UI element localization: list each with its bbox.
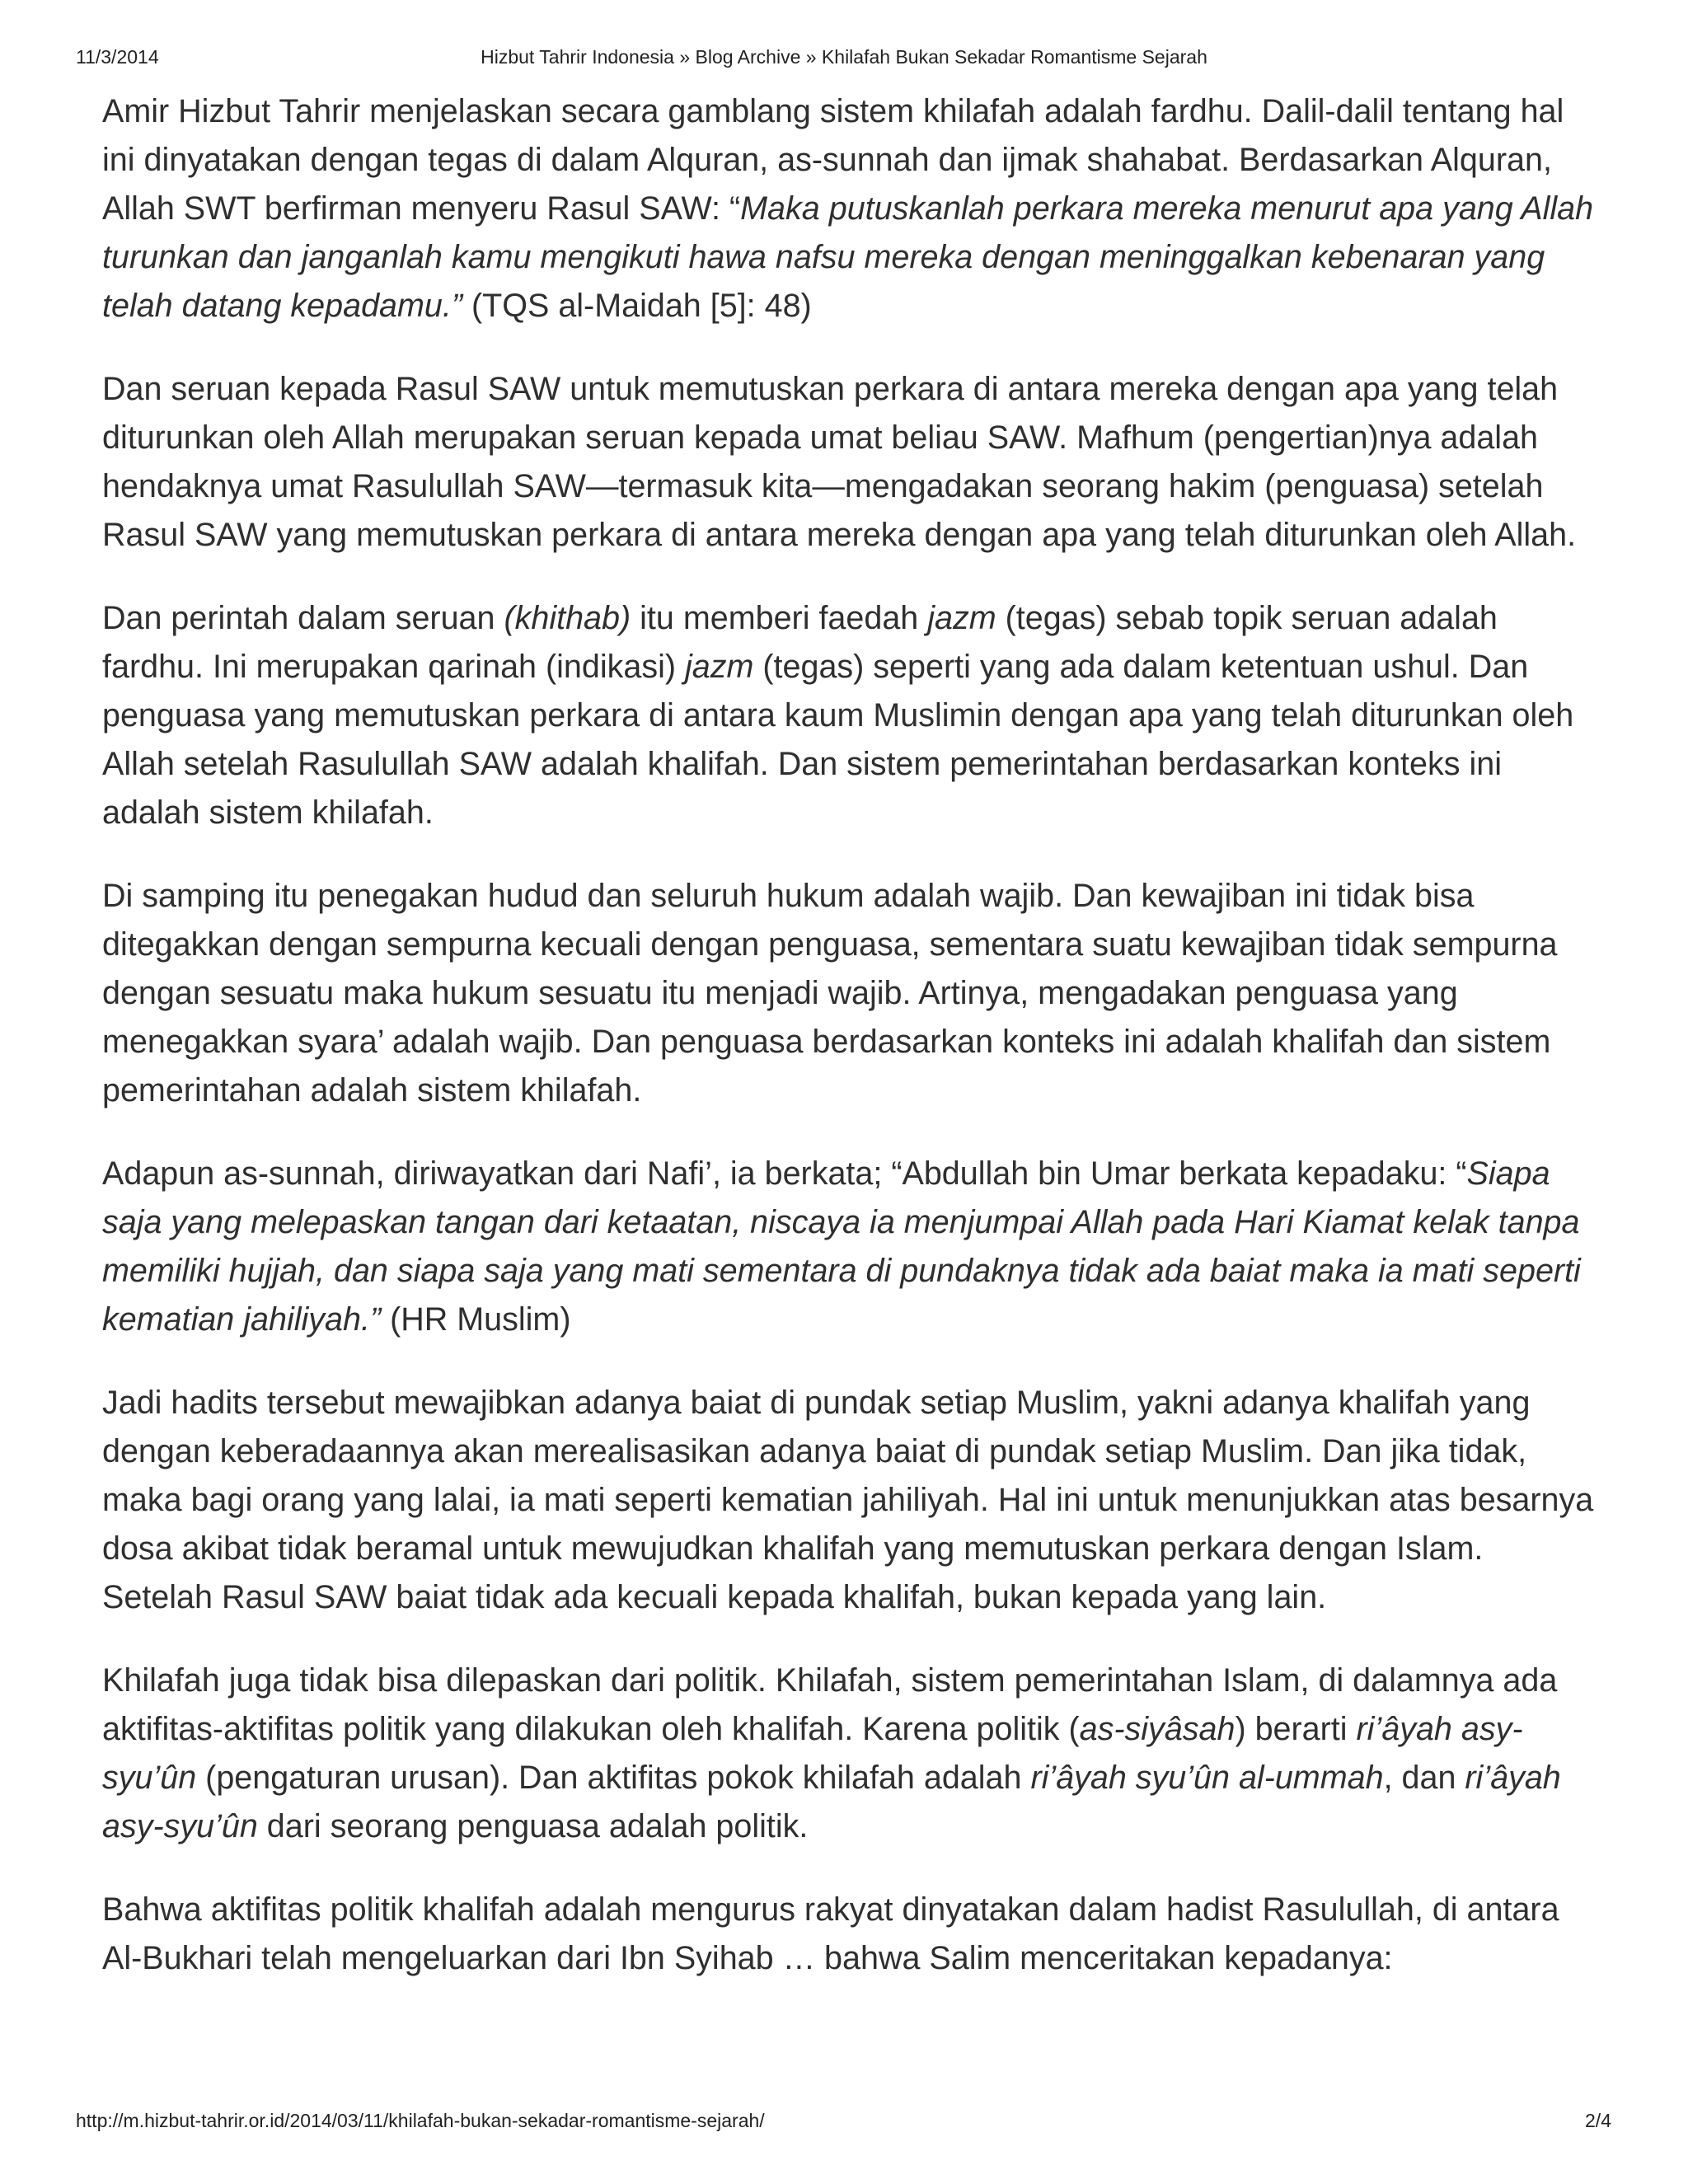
text-segment: Amir Hizbut Tahrir menjelaskan secara gamblang sistem khilafah adalah fardhu. Dalil-dalil tentang hal ini dinyatakan dengan tegas di dalam Alquran, as-sunnah dan ijmak shahabat. Berdasarkan Alquran, Allah SWT berfirman menyeru Rasul SAW: “ (102, 93, 1564, 227)
print-footer-url[interactable]: http://m.hizbut-tahrir.or.id/2014/03/11/khilafah-bukan-sekadar-romantisme-sejarah/ (76, 2110, 765, 2131)
text-segment: Dan seruan kepada Rasul SAW untuk memutuskan perkara di antara mereka dengan apa yang telah diturunkan oleh Allah merupakan seruan kepada umat beliau SAW. Mafhum (pengertian)nya adalah hendaknya umat Rasulullah SAW—termasuk kita—mengadakan seorang hakim (penguasa) setelah Rasul SAW yang memutuskan perkara di antara mereka dengan apa yang telah diturunkan oleh Allah. (102, 371, 1577, 553)
italic-term: ri’âyah syu’ûn al-ummah (1030, 1760, 1384, 1796)
text-segment: ) berarti (1235, 1711, 1357, 1747)
print-header-title: Hizbut Tahrir Indonesia » Blog Archive » Khilafah Bukan Sekadar Romantisme Sejarah (481, 46, 1207, 68)
text-segment: Bahwa aktifitas politik khalifah adalah mengurus rakyat dinyatakan dalam hadist Rasulullah, di antara Al-Bukhari telah mengeluarkan dari Ibn Syihab … bahwa Salim menceritakan kepadanya: (102, 1891, 1559, 1976)
paragraph (102, 87, 1594, 330)
quran-quote: Maka putuskanlah perkara mereka menurut apa yang Allah turunkan dan janganlah kamu mengikuti hawa nafsu mereka dengan meninggalkan kebenaran yang telah datang kepadamu.” (102, 190, 1594, 324)
paragraph (102, 1150, 1594, 1344)
italic-term: jazm (685, 649, 754, 685)
paragraph (102, 872, 1594, 1115)
italic-term: as-siyâsah (1079, 1711, 1236, 1747)
text-segment: (pengaturan urusan). Dan aktifitas pokok khilafah adalah (196, 1760, 1031, 1796)
text-segment: , dan (1383, 1760, 1465, 1796)
italic-term: (khithab) (504, 600, 631, 636)
paragraph (102, 1657, 1594, 1851)
text-segment: itu memberi faedah (631, 600, 928, 636)
text-segment: Di samping itu penegakan hudud dan seluruh hukum adalah wajib. Dan kewajiban ini tidak bisa ditegakkan dengan sempurna kecuali dengan penguasa, sementara suatu kewajiban tidak sempurna dengan sesuatu maka hukum sesuatu itu menjadi wajib. Artinya, mengadakan penguasa yang menegakkan syara’ adalah wajib. Dan penguasa berdasarkan konteks ini adalah khalifah dan sistem pemerintahan adalah sistem khilafah. (102, 878, 1558, 1108)
italic-term: ri’âyah asy-syu’ûn (102, 1711, 1523, 1796)
page-number: 2/4 (1585, 2110, 1611, 2131)
italic-term: ri’âyah asy-syu’ûn (102, 1760, 1561, 1844)
italic-term: jazm (927, 600, 996, 636)
text-segment: dari seorang penguasa adalah politik. (257, 1808, 809, 1844)
paragraph (102, 1886, 1594, 1983)
article-body (102, 87, 1594, 2018)
hadith-quote: Siapa saja yang melepaskan tangan dari ketaatan, niscaya ia menjumpai Allah pada Hari Kiamat kelak tanpa memiliki hujjah, dan siapa saja yang mati sementara di pundaknya tidak ada baiat maka ia mati seperti kematian jahiliyah.” (102, 1155, 1581, 1338)
paragraph (102, 365, 1594, 560)
text-segment: (HR Muslim) (381, 1301, 571, 1338)
text-segment: Adapun as-sunnah, diriwayatkan dari Nafi’, ia berkata; “Abdullah bin Umar berkata kepadaku: “ (102, 1155, 1467, 1192)
text-segment: Dan perintah dalam seruan (102, 600, 504, 636)
text-segment: (tegas) sebab topik seruan adalah fardhu. Ini merupakan qarinah (indikasi) (102, 600, 1498, 685)
text-segment: Khilafah juga tidak bisa dilepaskan dari politik. Khilafah, sistem pemerintahan Islam, di dalamnya ada aktifitas-aktifitas politik yang dilakukan oleh khalifah. Karena politik ( (102, 1662, 1558, 1747)
text-segment: (tegas) seperti yang ada dalam ketentuan ushul. Dan penguasa yang memutuskan perkara di antara kaum Muslimin dengan apa yang telah diturunkan oleh Allah setelah Rasulullah SAW adalah khalifah. Dan sistem pemerintahan berdasarkan konteks ini adalah sistem khilafah. (102, 649, 1574, 831)
text-segment: Jadi hadits tersebut mewajibkan adanya baiat di pundak setiap Muslim, yakni adanya khalifah yang dengan keberadaannya akan merealisasikan adanya baiat di pundak setiap Muslim. Dan jika tidak, maka bagi orang yang lalai, ia mati seperti kematian jahiliyah. Hal ini untuk menunjukkan atas besarnya dosa akibat tidak beramal untuk mewujudkan khalifah yang memutuskan perkara dengan Islam. Setelah Rasul SAW baiat tidak ada kecuali kepada khalifah, bukan kepada yang lain. (102, 1385, 1594, 1615)
print-date: 11/3/2014 (76, 46, 159, 68)
text-segment: (TQS al-Maidah [5]: 48) (462, 288, 812, 324)
paragraph (102, 594, 1594, 837)
paragraph (102, 1379, 1594, 1622)
